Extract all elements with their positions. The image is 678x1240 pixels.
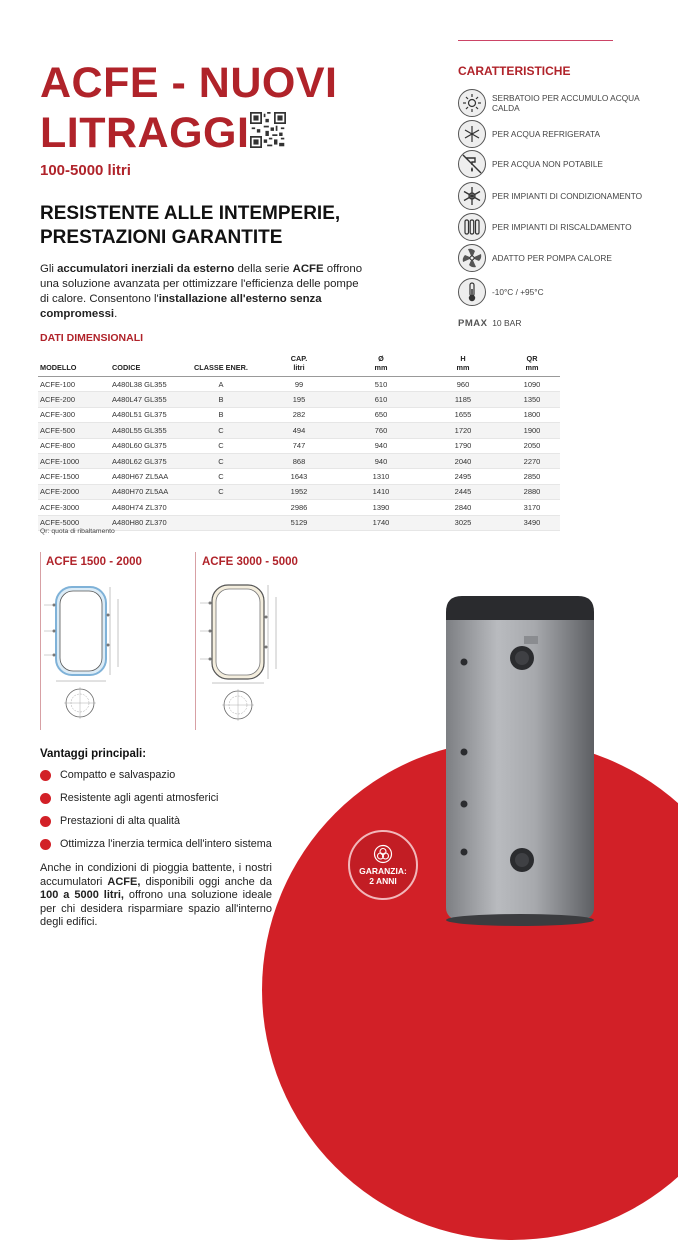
table-row (38, 407, 560, 422)
intro-bold: installazione all'esterno senza compromessi (40, 293, 322, 320)
table-row (38, 500, 560, 515)
intro-paragraph (40, 262, 370, 322)
cell: 760 (340, 423, 422, 438)
feature-temperature-range (457, 277, 657, 307)
closing-bold: 100 a 5000 litri, (40, 889, 124, 901)
table-row (38, 453, 560, 468)
table-row (38, 484, 560, 499)
col-header-unit: mm (456, 363, 470, 372)
cell: ACFE-3000 (38, 500, 110, 515)
cell: C (184, 438, 258, 453)
col-header-modello: MODELLO (38, 344, 110, 377)
chilled-water-icon (457, 119, 487, 149)
col-header-qr (504, 344, 560, 377)
list-item (40, 813, 180, 829)
cell: 2880 (504, 484, 560, 499)
col-header-text: CAP. (290, 354, 308, 363)
qr-code[interactable] (250, 112, 286, 148)
cell: A480L55 GL355 (110, 423, 184, 438)
col-header-codice: CODICE (110, 344, 184, 377)
cell: 940 (340, 453, 422, 468)
table-row (38, 515, 560, 530)
bullet-dot-icon (40, 839, 51, 850)
warranty-line-1: GARANZIA: (359, 866, 407, 876)
cell: 747 (258, 438, 340, 453)
bullet-dot-icon (40, 816, 51, 827)
cell (184, 515, 258, 530)
table-row (38, 469, 560, 484)
cell: ACFE-100 (38, 377, 110, 392)
cell: 2850 (504, 469, 560, 484)
feature-air-conditioning (457, 181, 657, 211)
cell: 2445 (422, 484, 504, 499)
pmax-spec (458, 318, 521, 329)
cell: 2986 (258, 500, 340, 515)
feature-non-potable (457, 149, 657, 179)
table-row (38, 438, 560, 453)
table-row (38, 392, 560, 407)
table-row (38, 377, 560, 392)
feature-hot-water (457, 88, 657, 118)
divider (40, 552, 41, 730)
cell: 1310 (340, 469, 422, 484)
table-header-row (38, 344, 560, 377)
feature-heat-pump (457, 243, 657, 273)
feature-label: -10°C / +95°C (492, 287, 544, 297)
cell: C (184, 469, 258, 484)
cell: A480L62 GL375 (110, 453, 184, 468)
cell: 960 (422, 377, 504, 392)
feature-label: PER IMPIANTI DI CONDIZIONAMENTO (492, 191, 643, 201)
tank-product-image (440, 590, 600, 930)
pmax-value: 10 BAR (492, 318, 522, 328)
cell: 1090 (504, 377, 560, 392)
feature-label: SERBATOIO PER ACCUMULO ACQUA CALDA (492, 93, 640, 113)
divider (195, 552, 196, 730)
feature-label: PER IMPIANTI DI RISCALDAMENTO (492, 222, 632, 232)
cell: 2840 (422, 500, 504, 515)
warranty-emblem-icon (373, 844, 393, 864)
closing-text: disponibili oggi anche da (140, 875, 272, 888)
advantages-title: Vantaggi principali: (40, 748, 147, 760)
thermometer-icon (457, 277, 487, 307)
title-line-1: ACFE - NUOVI (40, 59, 338, 107)
bullet-dot-icon (40, 770, 51, 781)
cell: A (184, 377, 258, 392)
cell: A480H67 ZL5AA (110, 469, 184, 484)
table-row (38, 423, 560, 438)
cell: C (184, 423, 258, 438)
closing-bold: ACFE, (107, 875, 141, 888)
cell: ACFE-5000 (38, 515, 110, 530)
title-line-2: LITRAGGI (40, 109, 250, 157)
col-header-height (422, 344, 504, 377)
advantage-text: Resistente agli agenti atmosferici (60, 792, 219, 804)
cell: A480L38 GL355 (110, 377, 184, 392)
intro-bold: accumulatori inerziali da esterno (57, 263, 235, 275)
drawing-title-1500-2000: ACFE 1500 - 2000 (46, 556, 142, 568)
cell: ACFE-500 (38, 423, 110, 438)
advantage-text: Ottimizza l'inerzia termica dell'intero sistema (60, 838, 272, 850)
cell: 1390 (340, 500, 422, 515)
cell: A480H70 ZL5AA (110, 484, 184, 499)
table-note: Qr: quota di ribaltamento (40, 528, 115, 535)
cell (184, 500, 258, 515)
cell: 3025 (422, 515, 504, 530)
radiator-icon (457, 212, 487, 242)
closing-text: offrono una soluzione ideale per chi desidera risparmiare spazio all'interno degli edifici. (40, 889, 272, 928)
advantage-text: Prestazioni di alta qualità (60, 815, 181, 827)
cell: 1655 (422, 407, 504, 422)
hot-water-icon (457, 88, 487, 118)
cell: 1740 (340, 515, 422, 530)
cell: B (184, 407, 258, 422)
list-item (40, 836, 272, 852)
cell: 5129 (258, 515, 340, 530)
cell: 3170 (504, 500, 560, 515)
cell: 1185 (422, 392, 504, 407)
air-conditioning-icon (457, 181, 487, 211)
warranty-line-2: 2 ANNI (369, 876, 397, 886)
feature-label: PER ACQUA REFRIGERATA (492, 129, 601, 139)
technical-drawing-1500-2000 (44, 575, 159, 725)
cell: 3490 (504, 515, 560, 530)
warranty-text (359, 866, 407, 886)
cell: A480L47 GL355 (110, 392, 184, 407)
list-item (40, 790, 218, 806)
intro-text: della serie (234, 263, 293, 275)
non-potable-water-icon (457, 149, 487, 179)
cell: 1900 (504, 423, 560, 438)
table-title: DATI DIMENSIONALI (40, 332, 144, 344)
cell: 610 (340, 392, 422, 407)
feature-heating (457, 212, 657, 242)
warranty-badge (348, 830, 418, 900)
cell: 195 (258, 392, 340, 407)
cell: 99 (258, 377, 340, 392)
col-header-text: Ø (378, 354, 384, 363)
cell: 282 (258, 407, 340, 422)
features-title: CARATTERISTICHE (458, 64, 571, 78)
cell: 1643 (258, 469, 340, 484)
bullet-dot-icon (40, 793, 51, 804)
closing-paragraph (40, 862, 272, 930)
cell: A480H74 ZL370 (110, 500, 184, 515)
cell: 650 (340, 407, 422, 422)
cell: ACFE-1000 (38, 453, 110, 468)
advantage-text: Compatto e salvaspazio (60, 769, 176, 781)
cell: 2495 (422, 469, 504, 484)
cell: 1410 (340, 484, 422, 499)
cell: 1952 (258, 484, 340, 499)
cell: B (184, 392, 258, 407)
intro-text: offrono una soluzione avanzata per ottimizzare l'efficienza delle pompe di calore. Consentono l' (40, 263, 363, 305)
cell: 1350 (504, 392, 560, 407)
intro-bold: ACFE (292, 263, 324, 275)
list-item (40, 767, 175, 783)
pmax-label: PMAX (458, 318, 488, 329)
headline (40, 202, 340, 250)
cell: A480L51 GL375 (110, 407, 184, 422)
dimensions-table (38, 344, 560, 531)
col-header-unit: mm (525, 363, 539, 372)
intro-text: Gli (40, 263, 58, 275)
cell: C (184, 484, 258, 499)
cell: A480L60 GL375 (110, 438, 184, 453)
cell: 1800 (504, 407, 560, 422)
cell: ACFE-800 (38, 438, 110, 453)
col-header-text: H (460, 354, 466, 363)
cell: ACFE-2000 (38, 484, 110, 499)
cell: 1790 (422, 438, 504, 453)
feature-label: ADATTO PER POMPA CALORE (492, 253, 612, 263)
col-header-text: QR (526, 354, 538, 363)
heat-pump-fan-icon (457, 243, 487, 273)
col-header-cap (258, 344, 340, 377)
cell: 868 (258, 453, 340, 468)
closing-text: Anche in condizioni di pioggia battente, i nostri accumulatori (40, 862, 272, 888)
cell: 2270 (504, 453, 560, 468)
cell: A480H80 ZL370 (110, 515, 184, 530)
technical-drawing-3000-5000 (200, 575, 315, 725)
drawing-title-3000-5000: ACFE 3000 - 5000 (202, 556, 298, 568)
cell: 2040 (422, 453, 504, 468)
col-header-diameter (340, 344, 422, 377)
page-title (40, 58, 337, 158)
col-header-classe: CLASSE ENER. (184, 344, 258, 377)
feature-label: PER ACQUA NON POTABILE (492, 159, 603, 169)
divider (458, 40, 613, 41)
headline-line-2: PRESTAZIONI GARANTITE (40, 227, 283, 248)
feature-chilled-water (457, 119, 657, 149)
cell: 2050 (504, 438, 560, 453)
intro-text: . (114, 308, 118, 320)
cell: 494 (258, 423, 340, 438)
cell: ACFE-1500 (38, 469, 110, 484)
cell: ACFE-300 (38, 407, 110, 422)
cell: 1720 (422, 423, 504, 438)
col-header-unit: litri (293, 363, 305, 372)
headline-line-1: RESISTENTE ALLE INTEMPERIE, (40, 203, 341, 224)
capacity-range: 100-5000 litri (40, 162, 131, 179)
cell: ACFE-200 (38, 392, 110, 407)
cell: 940 (340, 438, 422, 453)
cell: 510 (340, 377, 422, 392)
cell: C (184, 453, 258, 468)
col-header-unit: mm (374, 363, 388, 372)
